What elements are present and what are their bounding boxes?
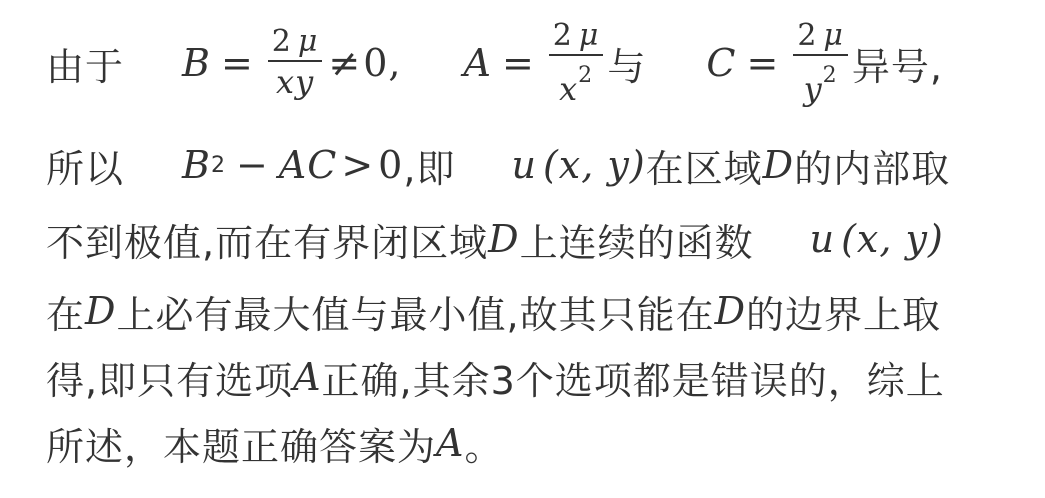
fraction-c: $\frac{2 \mu}{y^2}$ (793, 18, 848, 109)
text-line3: 不到极值,而在有界闭区域 (46, 220, 489, 265)
func-u: u (511, 143, 537, 187)
var-d: D (85, 289, 117, 333)
var-a: A (463, 41, 492, 85)
line-5 (46, 346, 945, 408)
var-ac: AC (278, 143, 338, 187)
text-zai-quyu: 在区域 (645, 146, 763, 191)
var-b: B (182, 143, 211, 187)
text-yihao: 异号, (851, 44, 944, 89)
line-1 (46, 17, 944, 108)
line-3 (46, 208, 944, 270)
var-d: D (488, 217, 520, 261)
var-c: C (706, 41, 737, 85)
var-a: A (436, 421, 465, 465)
func-args: (x, y) (542, 143, 646, 187)
var-b: B (182, 41, 211, 85)
not-equal-sign: ≠ (328, 41, 362, 85)
var-a: A (293, 355, 322, 399)
greater-than-sign: > (341, 143, 375, 187)
func-u: u (809, 217, 836, 261)
fraction-b: $\frac{2 \mu}{xy}$ (268, 24, 323, 102)
line-2 (46, 134, 950, 196)
zero-value: 0 (378, 143, 404, 187)
line-6 (46, 412, 503, 474)
text-period: 。 (464, 424, 504, 469)
text-line4b: 的边界上取 (746, 292, 942, 337)
text-line5: 得,即只有选项 (46, 358, 294, 403)
text-line3b: 上连续的函数 (519, 220, 754, 265)
line-4 (46, 280, 941, 342)
text-suoyi: 所以 (46, 146, 125, 191)
zero-value: 0, (363, 41, 402, 85)
func-args: (x, y) (841, 217, 944, 261)
equals-sign: = (746, 41, 780, 85)
equals-sign: = (501, 41, 535, 85)
text-line4: 上必有最大值与最小值,故其只能在 (116, 292, 715, 337)
exponent: 2 (210, 152, 226, 178)
var-d: D (714, 289, 747, 333)
text-line5b: 正确,其余3个选项都是错误的，综上 (321, 358, 945, 403)
fraction-a: $\frac{2 \mu}{x^2}$ (549, 18, 604, 109)
text-youyu: 由于 (46, 44, 125, 89)
text-ji: ,即 (403, 146, 456, 191)
minus-sign: − (235, 143, 269, 187)
text-rest: 的内部取 (794, 146, 951, 191)
text-yu: 与 (607, 44, 647, 89)
equals-sign: = (220, 41, 254, 85)
var-d: D (762, 143, 795, 187)
text-line6: 所述，本题正确答案为 (46, 424, 437, 469)
text-zai: 在 (46, 292, 86, 337)
